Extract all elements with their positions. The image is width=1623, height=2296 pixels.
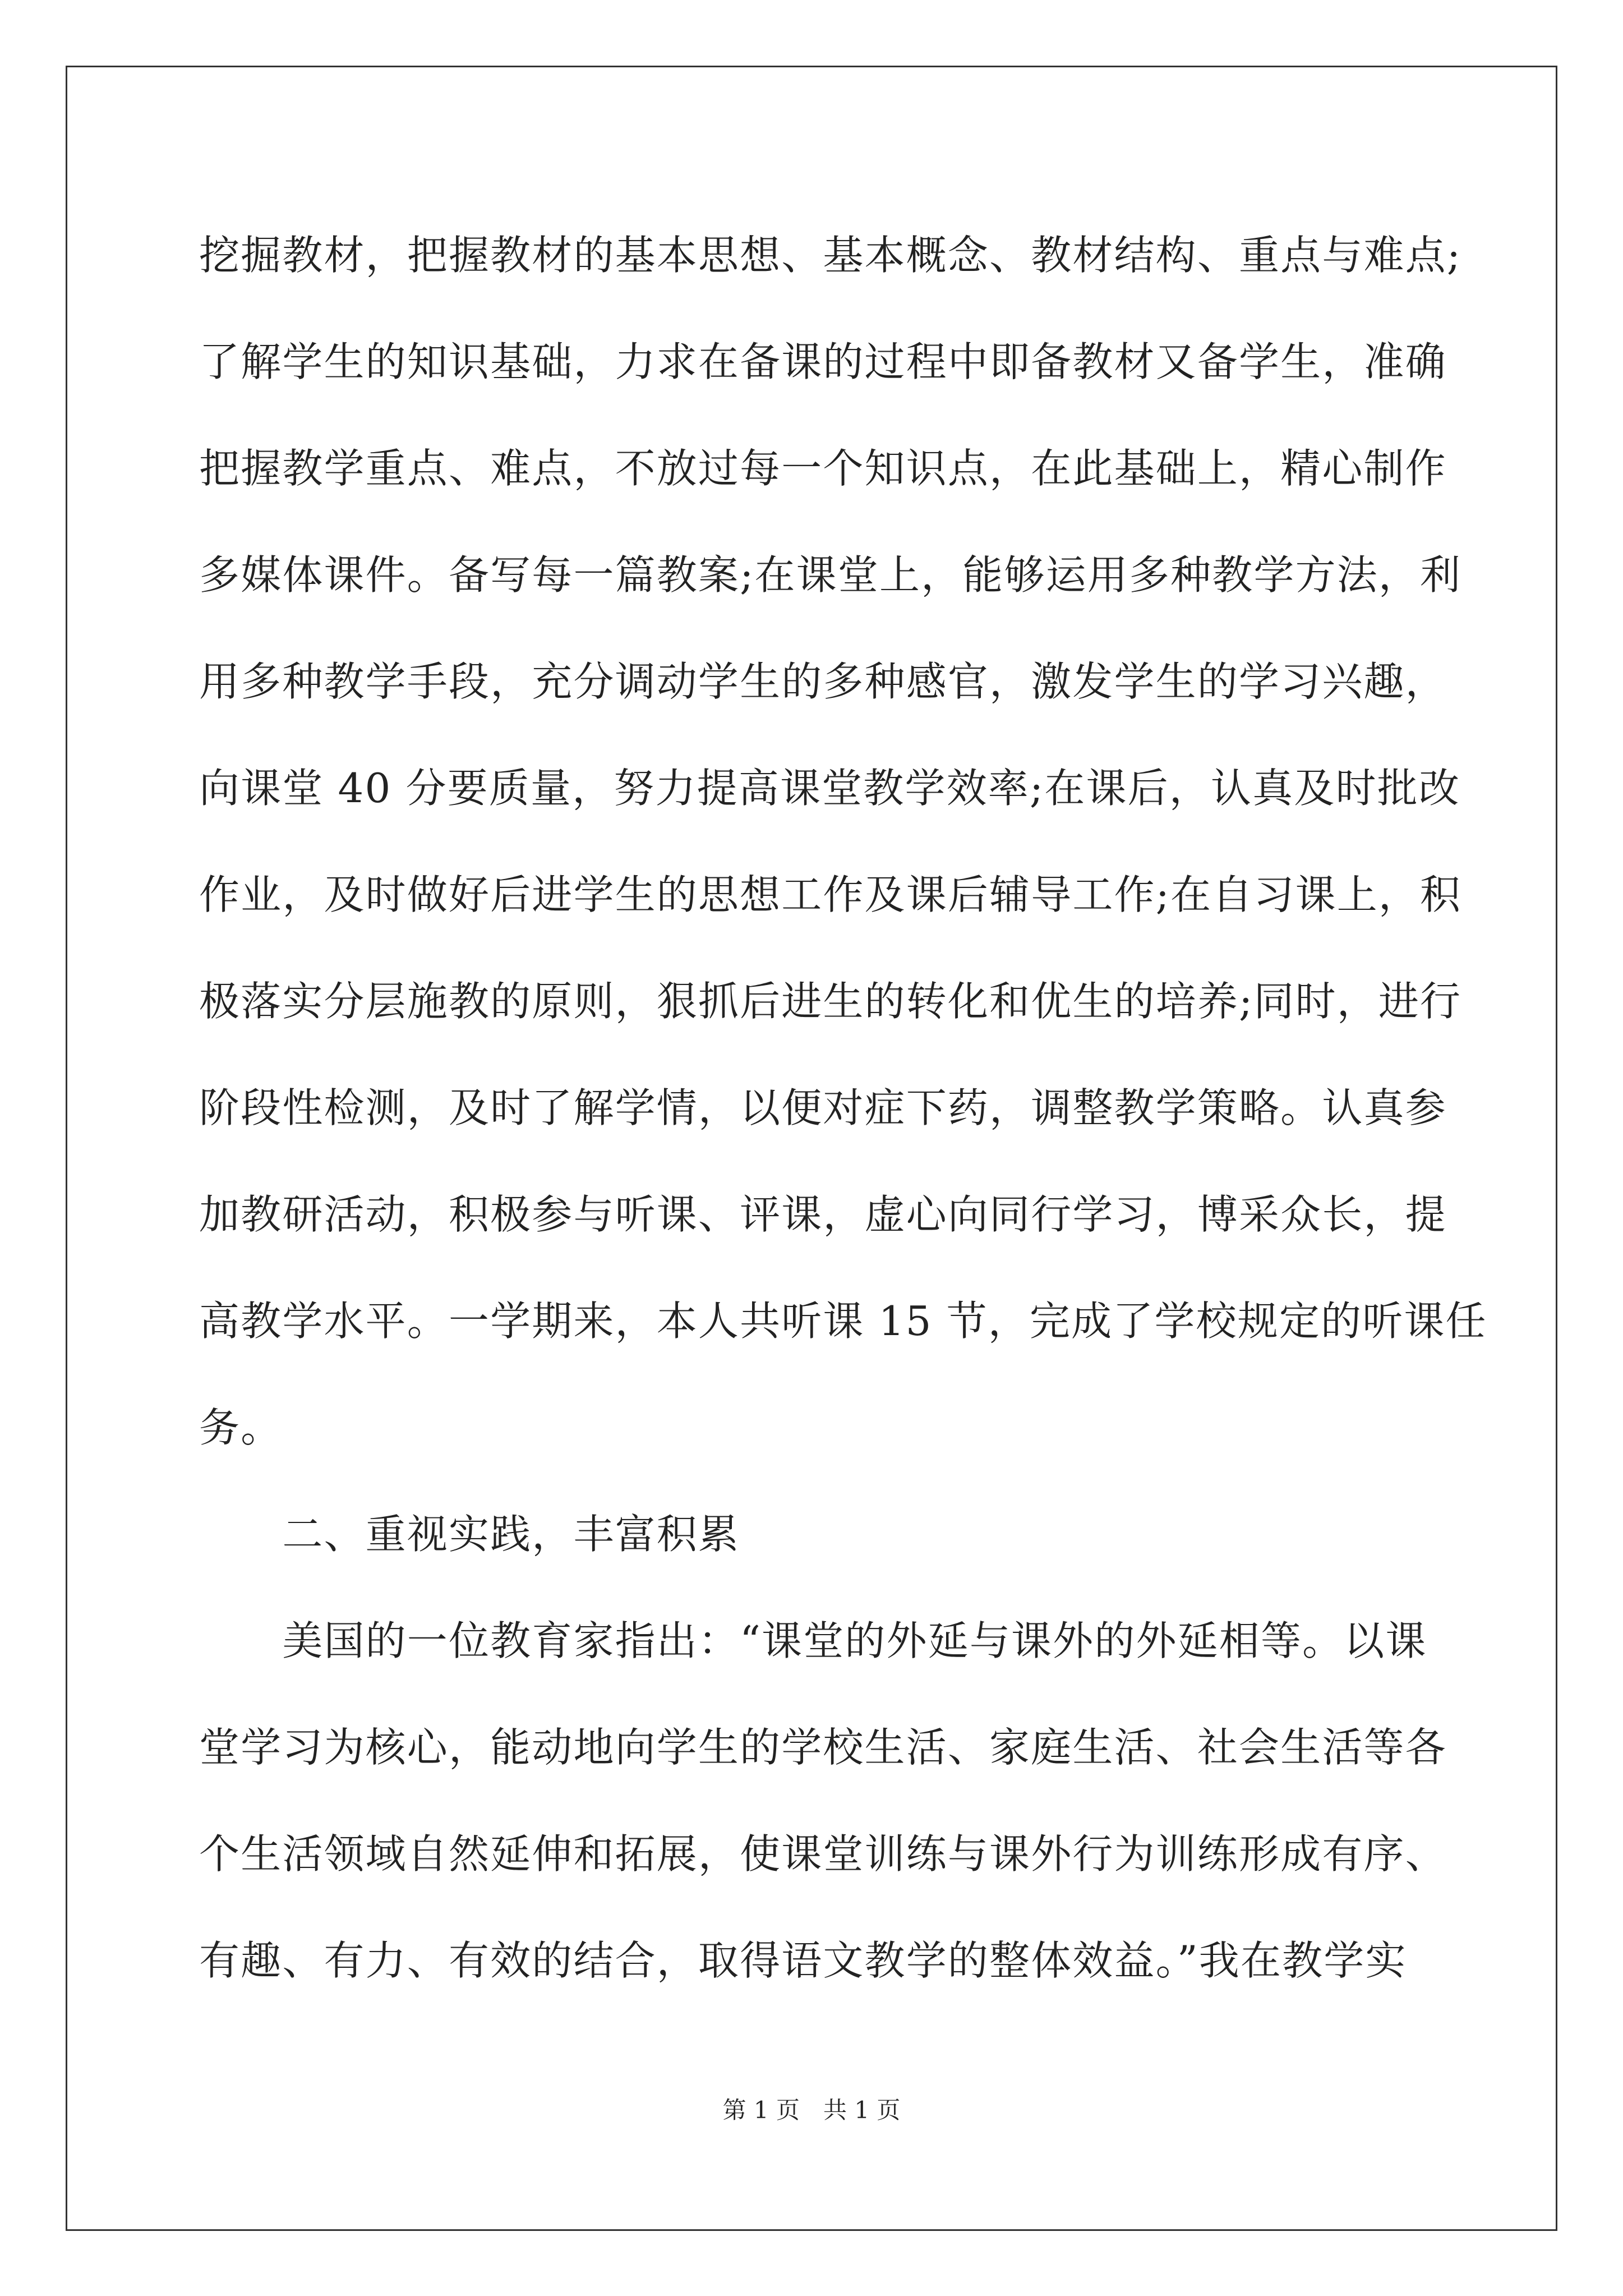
text-line: 用多种教学手段，充分调动学生的多种感官，激发学生的学习兴趣， — [199, 658, 1447, 705]
text-line: 高教学水平。一学期来，本人共听课 15 节，完成了学校规定的听课任 — [199, 1297, 1487, 1345]
text-line: 挖掘教材，把握教材的基本思想、基本概念、教材结构、重点与难点; — [199, 232, 1462, 279]
text-line: 作业，及时做好后进学生的思想工作及课后辅导工作;在自习课上，积 — [199, 871, 1462, 918]
text-line: 堂学习为核心，能动地向学生的学校生活、家庭生活、社会生活等各 — [199, 1724, 1447, 1771]
document-body — [199, 213, 1487, 2025]
text-line: 极落实分层施教的原则，狠抓后进生的转化和优生的培养;同时，进行 — [199, 978, 1462, 1025]
text-line: 多媒体课件。备写每一篇教案;在课堂上，能够运用多种教学方法，利 — [199, 551, 1462, 599]
text-line: 有趣、有力、有效的结合，取得语文教学的整体效益。”我在教学实 — [199, 1937, 1407, 1984]
text-line: 务。 — [199, 1404, 283, 1451]
text-line: 美国的一位教育家指出：“课堂的外延与课外的外延相等。以课 — [199, 1617, 1427, 1664]
text-line: 阶段性检测，及时了解学情，以便对症下药，调整教学策略。认真参 — [199, 1084, 1447, 1131]
page-footer: 第 1 页 共 1 页 — [722, 2096, 901, 2124]
section-heading: 二、重视实践，丰富积累 — [199, 1511, 740, 1558]
text-line: 个生活领域自然延伸和拓展，使课堂训练与课外行为训练形成有序、 — [199, 1830, 1447, 1878]
text-line: 向课堂 40 分要质量，努力提高课堂教学效率;在课后，认真及时批改 — [199, 765, 1460, 812]
text-line: 了解学生的知识基础，力求在备课的过程中即备教材又备学生，准确 — [199, 338, 1447, 385]
text-line: 加教研活动，积极参与听课、评课，虚心向同行学习，博采众长，提 — [199, 1191, 1447, 1238]
text-line: 把握教学重点、难点，不放过每一个知识点，在此基础上，精心制作 — [199, 445, 1447, 492]
